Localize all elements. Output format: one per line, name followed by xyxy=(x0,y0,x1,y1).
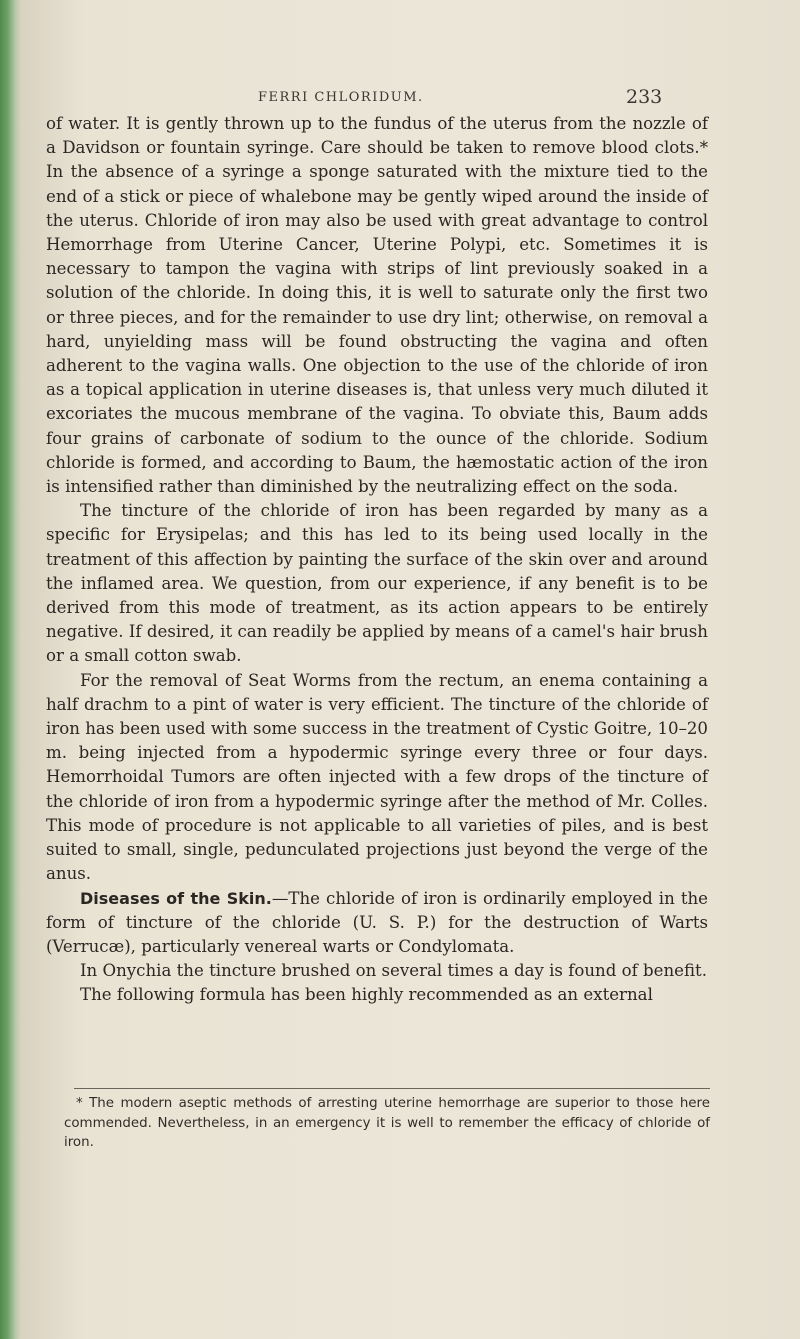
paragraph-seat-worms: For the removal of Seat Worms from the rectum, an enema containing a half drachm to a pint of water is very efficient. The tincture of the chloride of iron has been used with some success in the treatment of Cystic Goitre, 10–20 m. being injected from a hypodermic syringe every three or four days. Hemorrhoidal Tumors are often injected with a few drops of the tincture of the chloride of iron from a hypodermic syringe after the method of Mr. Colles. This mode of procedure is not applicable to all varieties of piles, and is best suited to small, single, pedunculated projections just beyond the verge of the anus. xyxy=(46,670,708,884)
paragraph-onychia: In Onychia the tincture brushed on several times a day is found of benefit. xyxy=(80,961,707,981)
binding-gutter xyxy=(0,0,22,1339)
paragraph-formula: The following formula has been highly recommended as an external xyxy=(80,985,653,1005)
section-heading-skin: Diseases of the Skin. xyxy=(80,888,272,908)
paragraph-erysipelas: The tincture of the chloride of iron has been regarded by many as a specific for Erysipelas; and this has led to its being used locally in the treatment of this affection by painting the surface of the skin over and around the inflamed area. We question, from our experience, if any benefit is to be derived from this mode of treatment, as its action appears to be entirely negative. If desired, it can readily be applied by means of a camel's hair brush or a small cotton swab. xyxy=(46,501,708,666)
paragraph-uterine-hemorrhage: of water. It is gently thrown up to the fundus of the uterus from the nozzle of a Davidson or fountain syringe. Care should be taken to remove blood clots.* In the absence of a syringe a sponge saturated with the mixture tied to the end of a stick or piece of whalebone may be gently wiped around the inside of the uterus. Chloride of iron may also be used with great advantage to control Hemorrhage from Uterine Cancer, Uterine Polypi, etc. Sometimes it is necessary to tampon the vagina with strips of lint previously soaked in a solution of the chloride. In doing this, it is well to saturate only the first two or three pieces, and for the remainder to use dry lint; otherwise, on removal a hard, unyielding mass will be found obstructing the vagina and often adherent to the vagina walls. One objection to the use of the chloride of iron as a topical application in uterine diseases is, that unless very much diluted it excoriates the mucous membrane of the vagina. To obviate this, Baum adds four grains of carbonate of sodium to the ounce of the chloride. Sodium chloride is formed, and according to Baum, the hæmostatic action of the iron is intensified rather than diminished by the neutralizing effect on the soda. xyxy=(46,114,708,497)
book-page xyxy=(22,0,800,1339)
page-body xyxy=(46,112,708,1008)
footnote: * The modern aseptic methods of arresting uterine hemorrhage are superior to those here commended. Nevertheless, in an emergency it is well to remember the efficacy of chloride of iron. xyxy=(64,1096,710,1150)
paragraph-skin-diseases xyxy=(46,887,708,960)
page-number: 233 xyxy=(626,86,663,108)
paragraph-skin-text: —The chloride of iron is ordinarily employed in the form of tincture of the chloride (U. S. P.) for the destruction of Warts (Verrucæ), particularly venereal warts or Condylomata. xyxy=(46,888,708,956)
footnote-rule xyxy=(74,1088,710,1089)
running-head: FERRI CHLORIDUM. xyxy=(258,90,424,105)
